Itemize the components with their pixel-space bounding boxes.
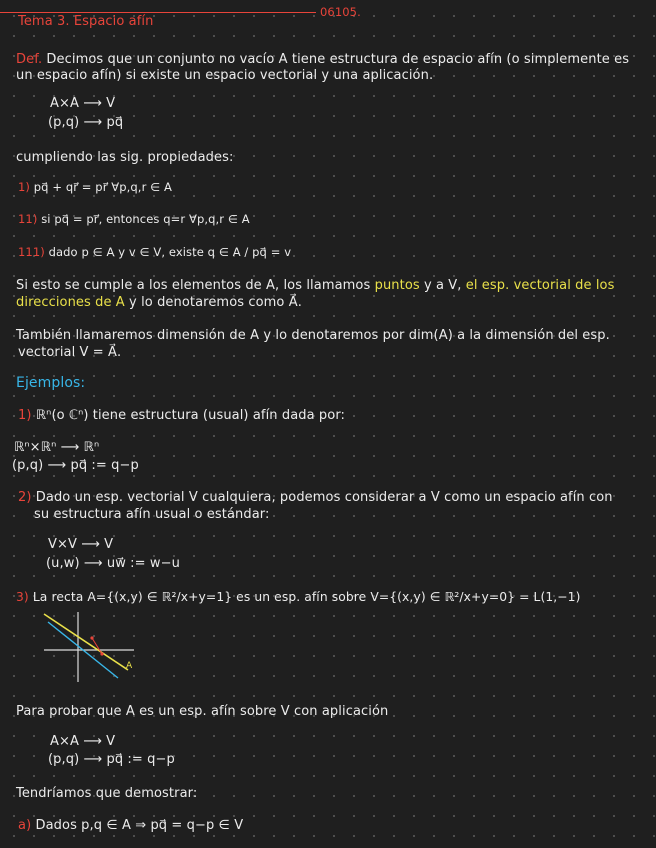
example-3-sketch [40,612,140,682]
header-rule [0,12,316,13]
example-1 [18,408,345,423]
property-2 [18,212,250,227]
examples-heading: Ejemplos: [16,375,86,391]
example-3-text: La recta A={(x,y) ∈ ℝ²/x+y=1} es un esp. afín sobre V={(x,y) ∈ ℝ²/x+y=0} = L(1,−1) [32,590,581,604]
naming-text-b: y a V, [419,278,466,293]
example-2-map-2: (u,w) ⟶ uw⃗ := w−u [46,556,180,571]
property-1 [18,180,172,195]
example-2-line-2: su estructura afín usual o estándar: [34,507,270,522]
property-2-number: 11) [18,212,38,226]
page-title: Tema 3. Espacio afín [18,14,154,29]
step-a-text: Dados p,q ∈ A ⇒ pq⃗ = q−p ∈ V [35,818,244,833]
naming-points: puntos [374,278,420,293]
example-1-number: 1) [18,408,32,423]
definition-text-1: Decimos que un conjunto no vacío A tiene estructura de espacio afín (o simplemente es [46,52,630,67]
example-2-number: 2) [18,490,32,505]
definition-line-1 [16,52,629,67]
sketch-line-a [44,614,128,670]
definition-line-2: un espacio afín) si existe un espacio vectorial y una aplicación. [16,68,434,83]
example-3 [16,590,581,605]
naming-line-2 [16,295,302,310]
dimension-line-2: vectorial V = A⃗. [18,345,122,360]
step-a-label: a) [18,818,32,833]
need-text: Tendríamos que demostrar: [16,786,198,801]
property-2-text: si pq⃗ = pr⃗, entonces q=r ∀p,q,r ∈ A [41,212,250,226]
property-1-text: pq⃗ + qr⃗ = pr⃗ ∀p,q,r ∈ A [33,180,172,194]
dimension-line-1: También llamaremos dimensión de A y lo denotaremos por dim(A) a la dimensión del esp. [16,328,610,343]
property-1-number: 1) [18,180,31,194]
proof-map-1: A×A ⟶ V [50,734,116,749]
sketch-label-a: A [126,661,133,671]
page-date: 06105. [320,5,361,19]
step-a [18,818,243,833]
definition-map-line-1: A×A ⟶ V [50,96,116,111]
naming-directions: direcciones de A [16,295,125,310]
example-2-text-1: Dado un esp. vectorial V cualquiera, podemos considerar a V como un espacio afín con [35,490,613,505]
proof-map-2: (p,q) ⟶ pq⃗ := q−p [48,752,175,767]
example-1-text: ℝⁿ(o ℂⁿ) tiene estructura (usual) afín dada por: [35,408,346,423]
naming-vector-space: el esp. vectorial de los [465,278,615,293]
example-1-map-1: ℝⁿ×ℝⁿ ⟶ ℝⁿ [14,440,100,455]
example-2-map-1: V×V ⟶ V [48,537,114,552]
proof-intro: Para probar que A es un esp. afín sobre V con aplicación [16,704,389,719]
properties-intro: cumpliendo las sig. propiedades: [16,150,234,165]
definition-label: Def. [16,52,43,67]
example-1-map-2: (p,q) ⟶ pq⃗ := q−p [12,458,139,473]
naming-text-a: Si esto se cumple a los elementos de A, los llamamos [16,278,375,293]
example-2-line-1 [18,490,613,505]
definition-map-line-2: (p,q) ⟶ pq⃗ [48,115,124,130]
example-3-number: 3) [16,590,29,604]
property-3-number: 111) [18,245,45,259]
property-3 [18,245,291,260]
naming-text-c: y lo denotaremos como A⃗. [124,295,302,310]
property-3-text: dado p ∈ A y v ∈ V, existe q ∈ A / pq⃗ = v [48,245,292,259]
naming-line-1 [16,278,614,293]
sketch-arrow [92,638,102,654]
